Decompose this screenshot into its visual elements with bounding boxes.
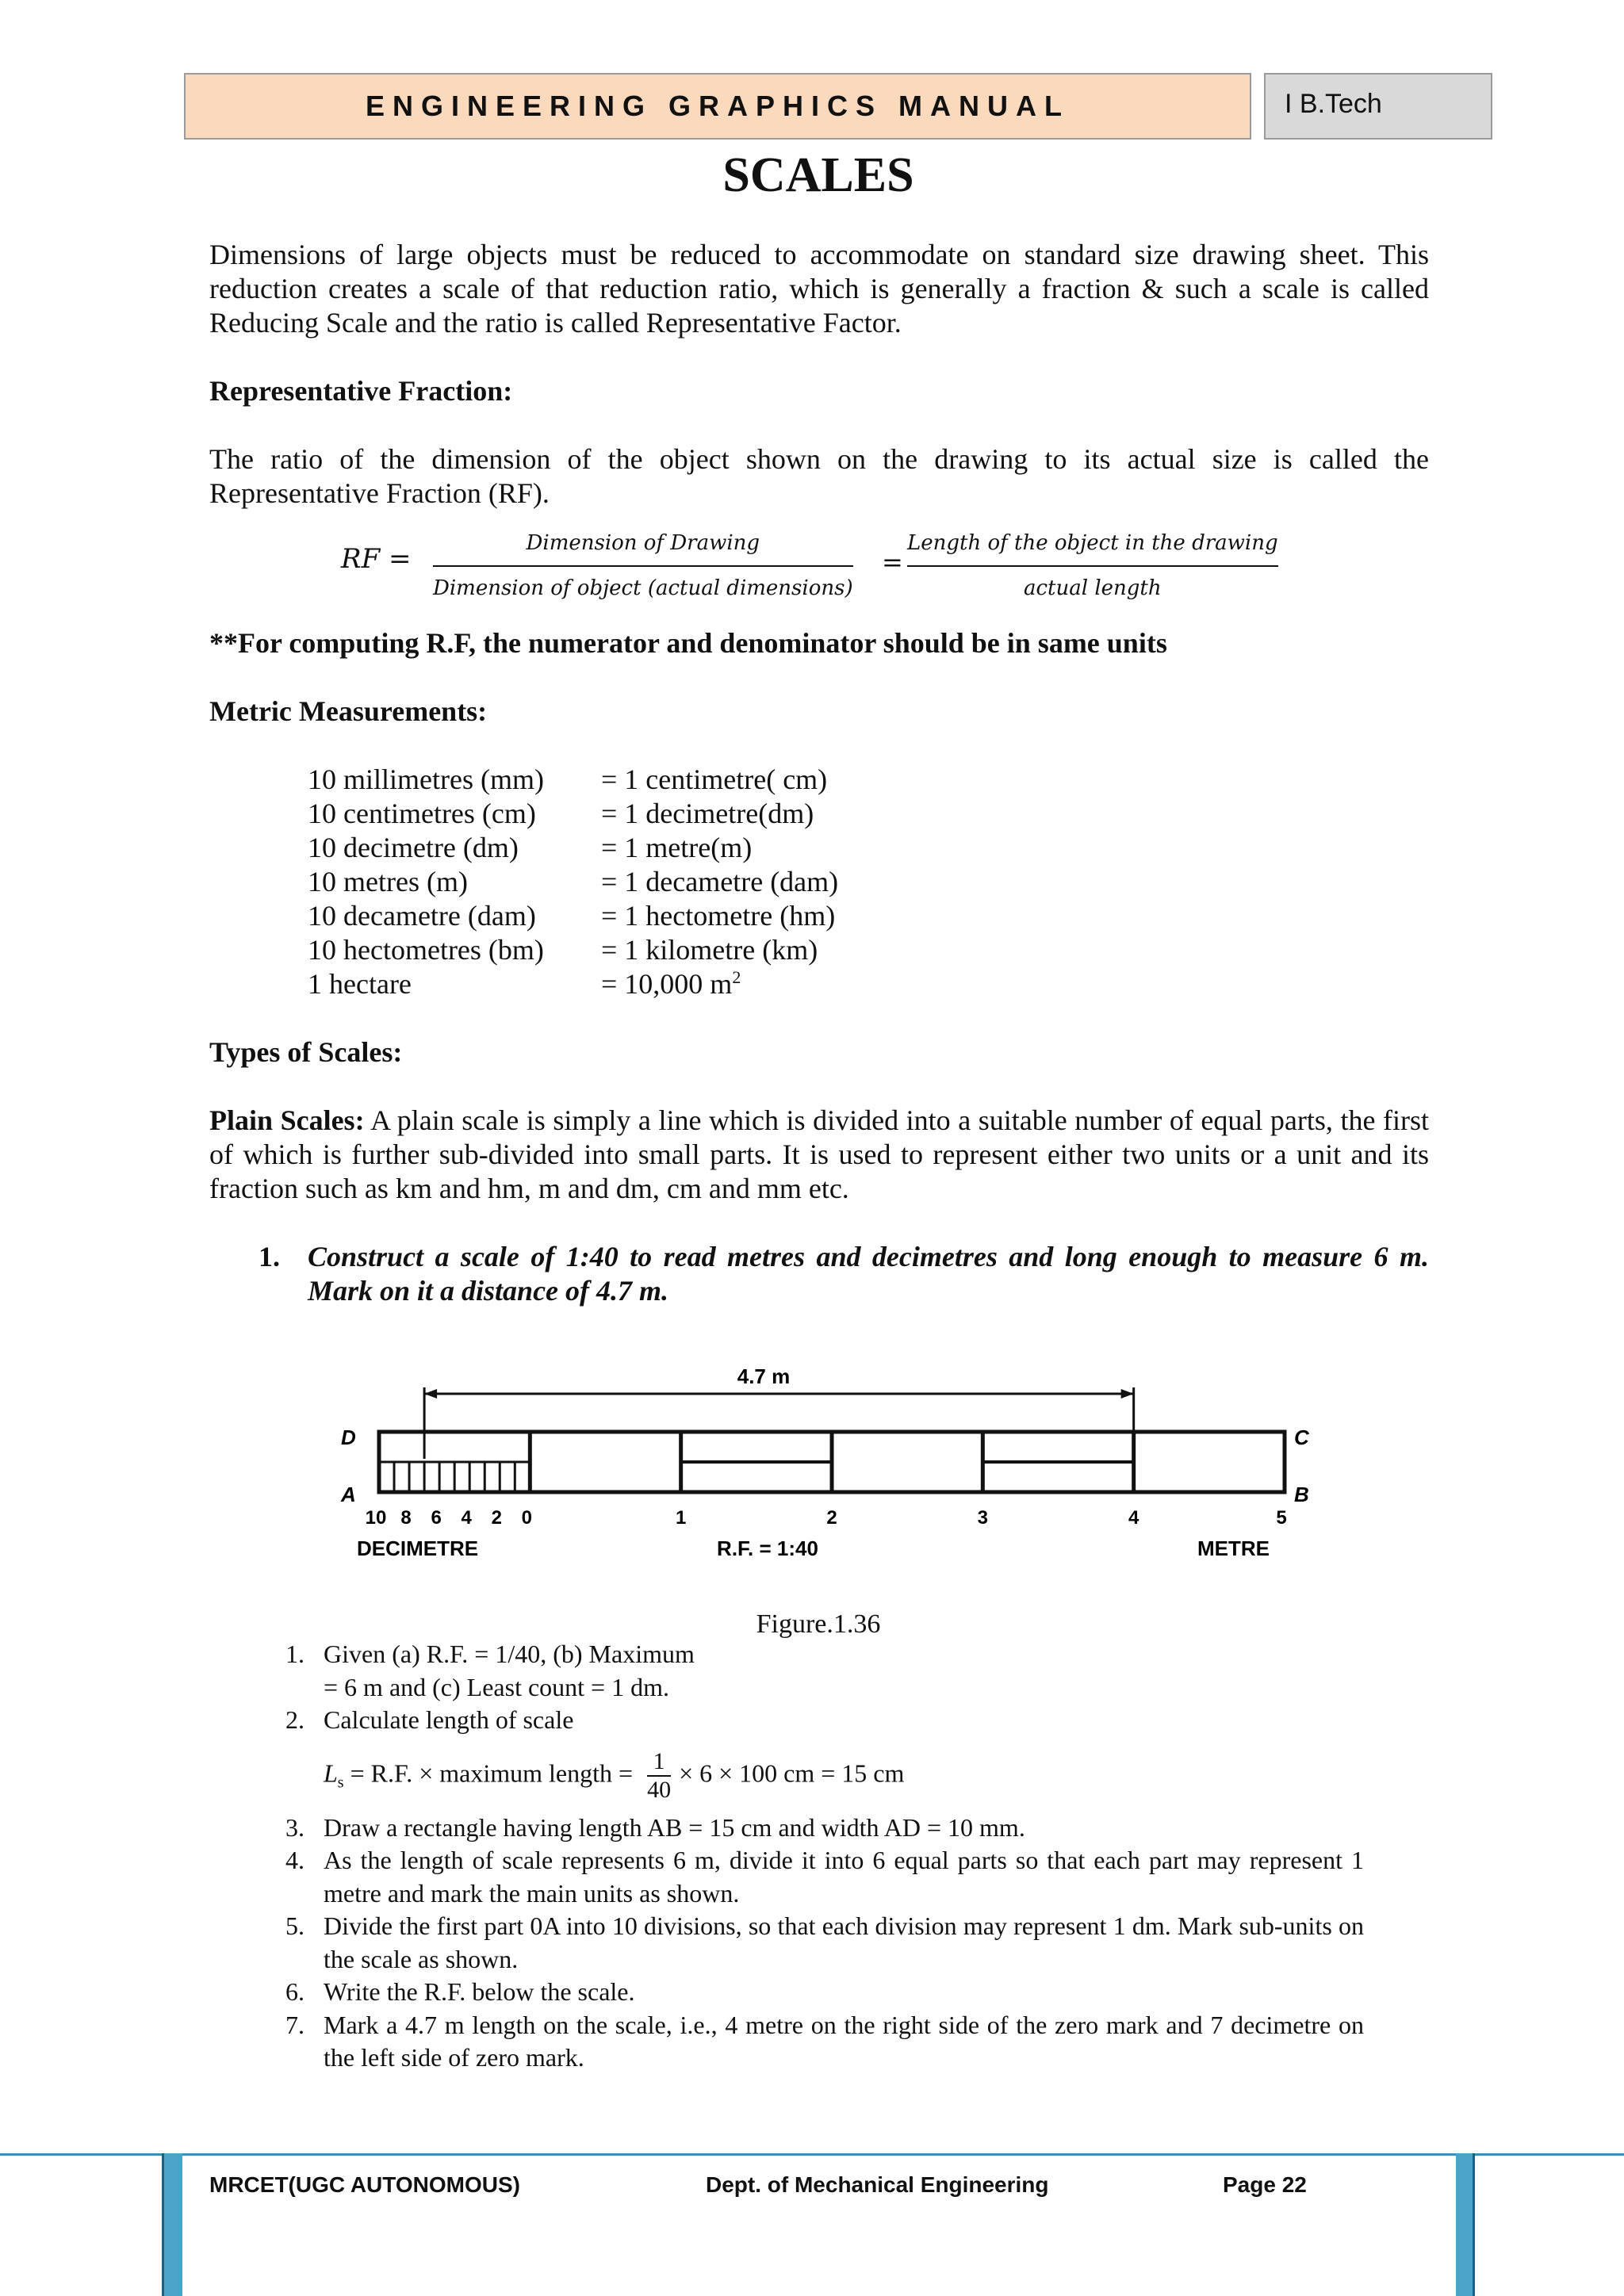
main-tick-label: 1 [675, 1507, 687, 1529]
plain-scale-figure [333, 1356, 1316, 1586]
main-tick-label: 4 [1128, 1507, 1139, 1529]
sub-tick-label: 0 [521, 1507, 533, 1529]
footer-rule [0, 2153, 1624, 2156]
units-note: **For computing R.F, the numerator and denominator should be in same units [209, 627, 1167, 659]
manual-title-banner: ENGINEERING GRAPHICS MANUAL [184, 73, 1251, 140]
intro-paragraph: Dimensions of large objects must be reduced to accommodate on standard size drawing sheet. This reduction creates a scale of that reduction ratio, which is generally a fraction & such a scale is called Reducing Scale and the ratio is called Representative Factor. [209, 239, 1429, 339]
step: 5. Divide the first part 0A into 10 divisions, so that each division may represent 1 dm. Mark sub-units on the scale as shown. [285, 1911, 1364, 1973]
rf-formula [209, 526, 1429, 603]
plain-scales-paragraph: Plain Scales: A plain scale is simply a line which is divided into a suitable number of equal parts, the first of which is further sub-divided into small parts. It is used to represent either two units or a unit and its fraction such as km and hm, m and dm, cm and mm etc. [209, 1104, 1429, 1204]
formula-den-2: actual length [1023, 576, 1162, 600]
metric-table [308, 763, 1429, 1001]
types-heading: Types of Scales: [209, 1036, 403, 1068]
length-formula: $L_s = R.F$. × maximum length = $\frac{1}{40}$ × 6 × 100 cm = 15 cm [324, 1747, 905, 1803]
corner-a: A [341, 1483, 356, 1506]
inline-fraction: $\frac{1}{40}$ [647, 1747, 672, 1803]
metric-row: 1 hectare = 10,000 $m^2$ [308, 967, 741, 1000]
metric-heading: Metric Measurements: [209, 695, 488, 727]
sub-tick-label: 6 [431, 1507, 442, 1529]
metric-row: 10 decametre (dam) = 1 hectometre (hm) [308, 900, 836, 932]
footer-bar-right [1456, 2153, 1475, 2296]
formula-num-1: Dimension of Drawing [433, 526, 853, 567]
question-1 [259, 1240, 1429, 1308]
step: 3. Draw a rectangle having length AB = 15 cm and width AD = 10 mm. [285, 1812, 1025, 1842]
metric-row: 10 decimetre (dm) = 1 metre(m) [308, 832, 753, 863]
rf-heading: Representative Fraction: [209, 375, 513, 407]
dimension-label: 4.7 m [737, 1364, 791, 1388]
metric-row: 10 metres (m) = 1 decametre (dam) [308, 866, 839, 897]
footer-institution: MRCET(UGC AUTONOMOUS) [209, 2172, 520, 2197]
footer-page-number: Page 22 [1223, 2172, 1307, 2197]
plain-scales-label: Plain Scales: [209, 1104, 365, 1136]
formula-den-1: Dimension of object (actual dimensions) [433, 576, 853, 600]
question-number: 1. [259, 1241, 280, 1272]
figure-caption: Figure.1.36 [756, 1609, 881, 1639]
sub-tick-label: 4 [461, 1507, 472, 1529]
page-title: SCALES [722, 148, 914, 202]
step: 1. Given (a) R.F. = 1/40, (b) Maximum [285, 1640, 695, 1668]
scale-geometry [379, 1387, 1285, 1492]
main-tick-label: 5 [1276, 1507, 1287, 1529]
construction-steps [285, 1638, 1364, 2075]
metric-row: 10 centimetres (cm) = 1 decimetre(dm) [308, 798, 814, 829]
rf-label: R.F. = 1:40 [717, 1536, 818, 1560]
right-unit-label: METRE [1197, 1536, 1270, 1560]
metric-row: 10 millimetres (mm) = 1 centimetre( cm) [308, 763, 828, 795]
formula-lhs: RF = [341, 543, 412, 575]
rf-definition: The ratio of the dimension of the object shown on the drawing to its actual size is called the Representative Fraction (RF). [209, 443, 1429, 509]
main-tick-label: 3 [977, 1507, 989, 1529]
sub-tick-label: 2 [491, 1507, 502, 1529]
main-tick-label: 2 [826, 1507, 837, 1529]
dimension-arrow-right [1121, 1389, 1134, 1399]
step: = 6 m and (c) Least count = 1 dm. [324, 1672, 669, 1701]
corner-b: B [1294, 1483, 1309, 1506]
step: 2. Calculate length of scale [285, 1705, 574, 1734]
formula-num-2: Length of the object in the drawing [907, 526, 1278, 567]
corner-d: D [341, 1425, 356, 1449]
sub-tick-label: 8 [400, 1507, 412, 1529]
dimension-arrow-left [424, 1389, 437, 1399]
sub-tick-label: 10 [365, 1507, 387, 1529]
footer-department: Dept. of Mechanical Engineering [706, 2172, 1049, 2197]
corner-c: C [1294, 1425, 1309, 1449]
metric-row: 10 hectometres (bm) = 1 kilometre (km) [308, 934, 818, 966]
step: 7. Mark a 4.7 m length on the scale, i.e., 4 metre on the right side of the zero mark and 7 decimetre on the left side of zero mark. [285, 2010, 1364, 2072]
formula-fraction-2 [907, 526, 1278, 606]
left-unit-label: DECIMETRE [357, 1536, 479, 1560]
footer-bar-left [162, 2153, 182, 2296]
step: 6. Write the R.F. below the scale. [285, 1977, 635, 2006]
formula-fraction-1 [433, 526, 853, 606]
course-tag: I B.Tech [1264, 73, 1492, 140]
main-content [209, 238, 1429, 1308]
question-text: Construct a scale of 1:40 to read metres and decimetres and long enough to measure 6 m. Mark on it a distance of 4.7 m. [308, 1241, 1429, 1307]
formula-equals: = [882, 547, 903, 577]
step: 4. As the length of scale represents 6 m, divide it into 6 equal parts so that each part may represent 1 metre and mark the main units as shown. [285, 1846, 1364, 1908]
